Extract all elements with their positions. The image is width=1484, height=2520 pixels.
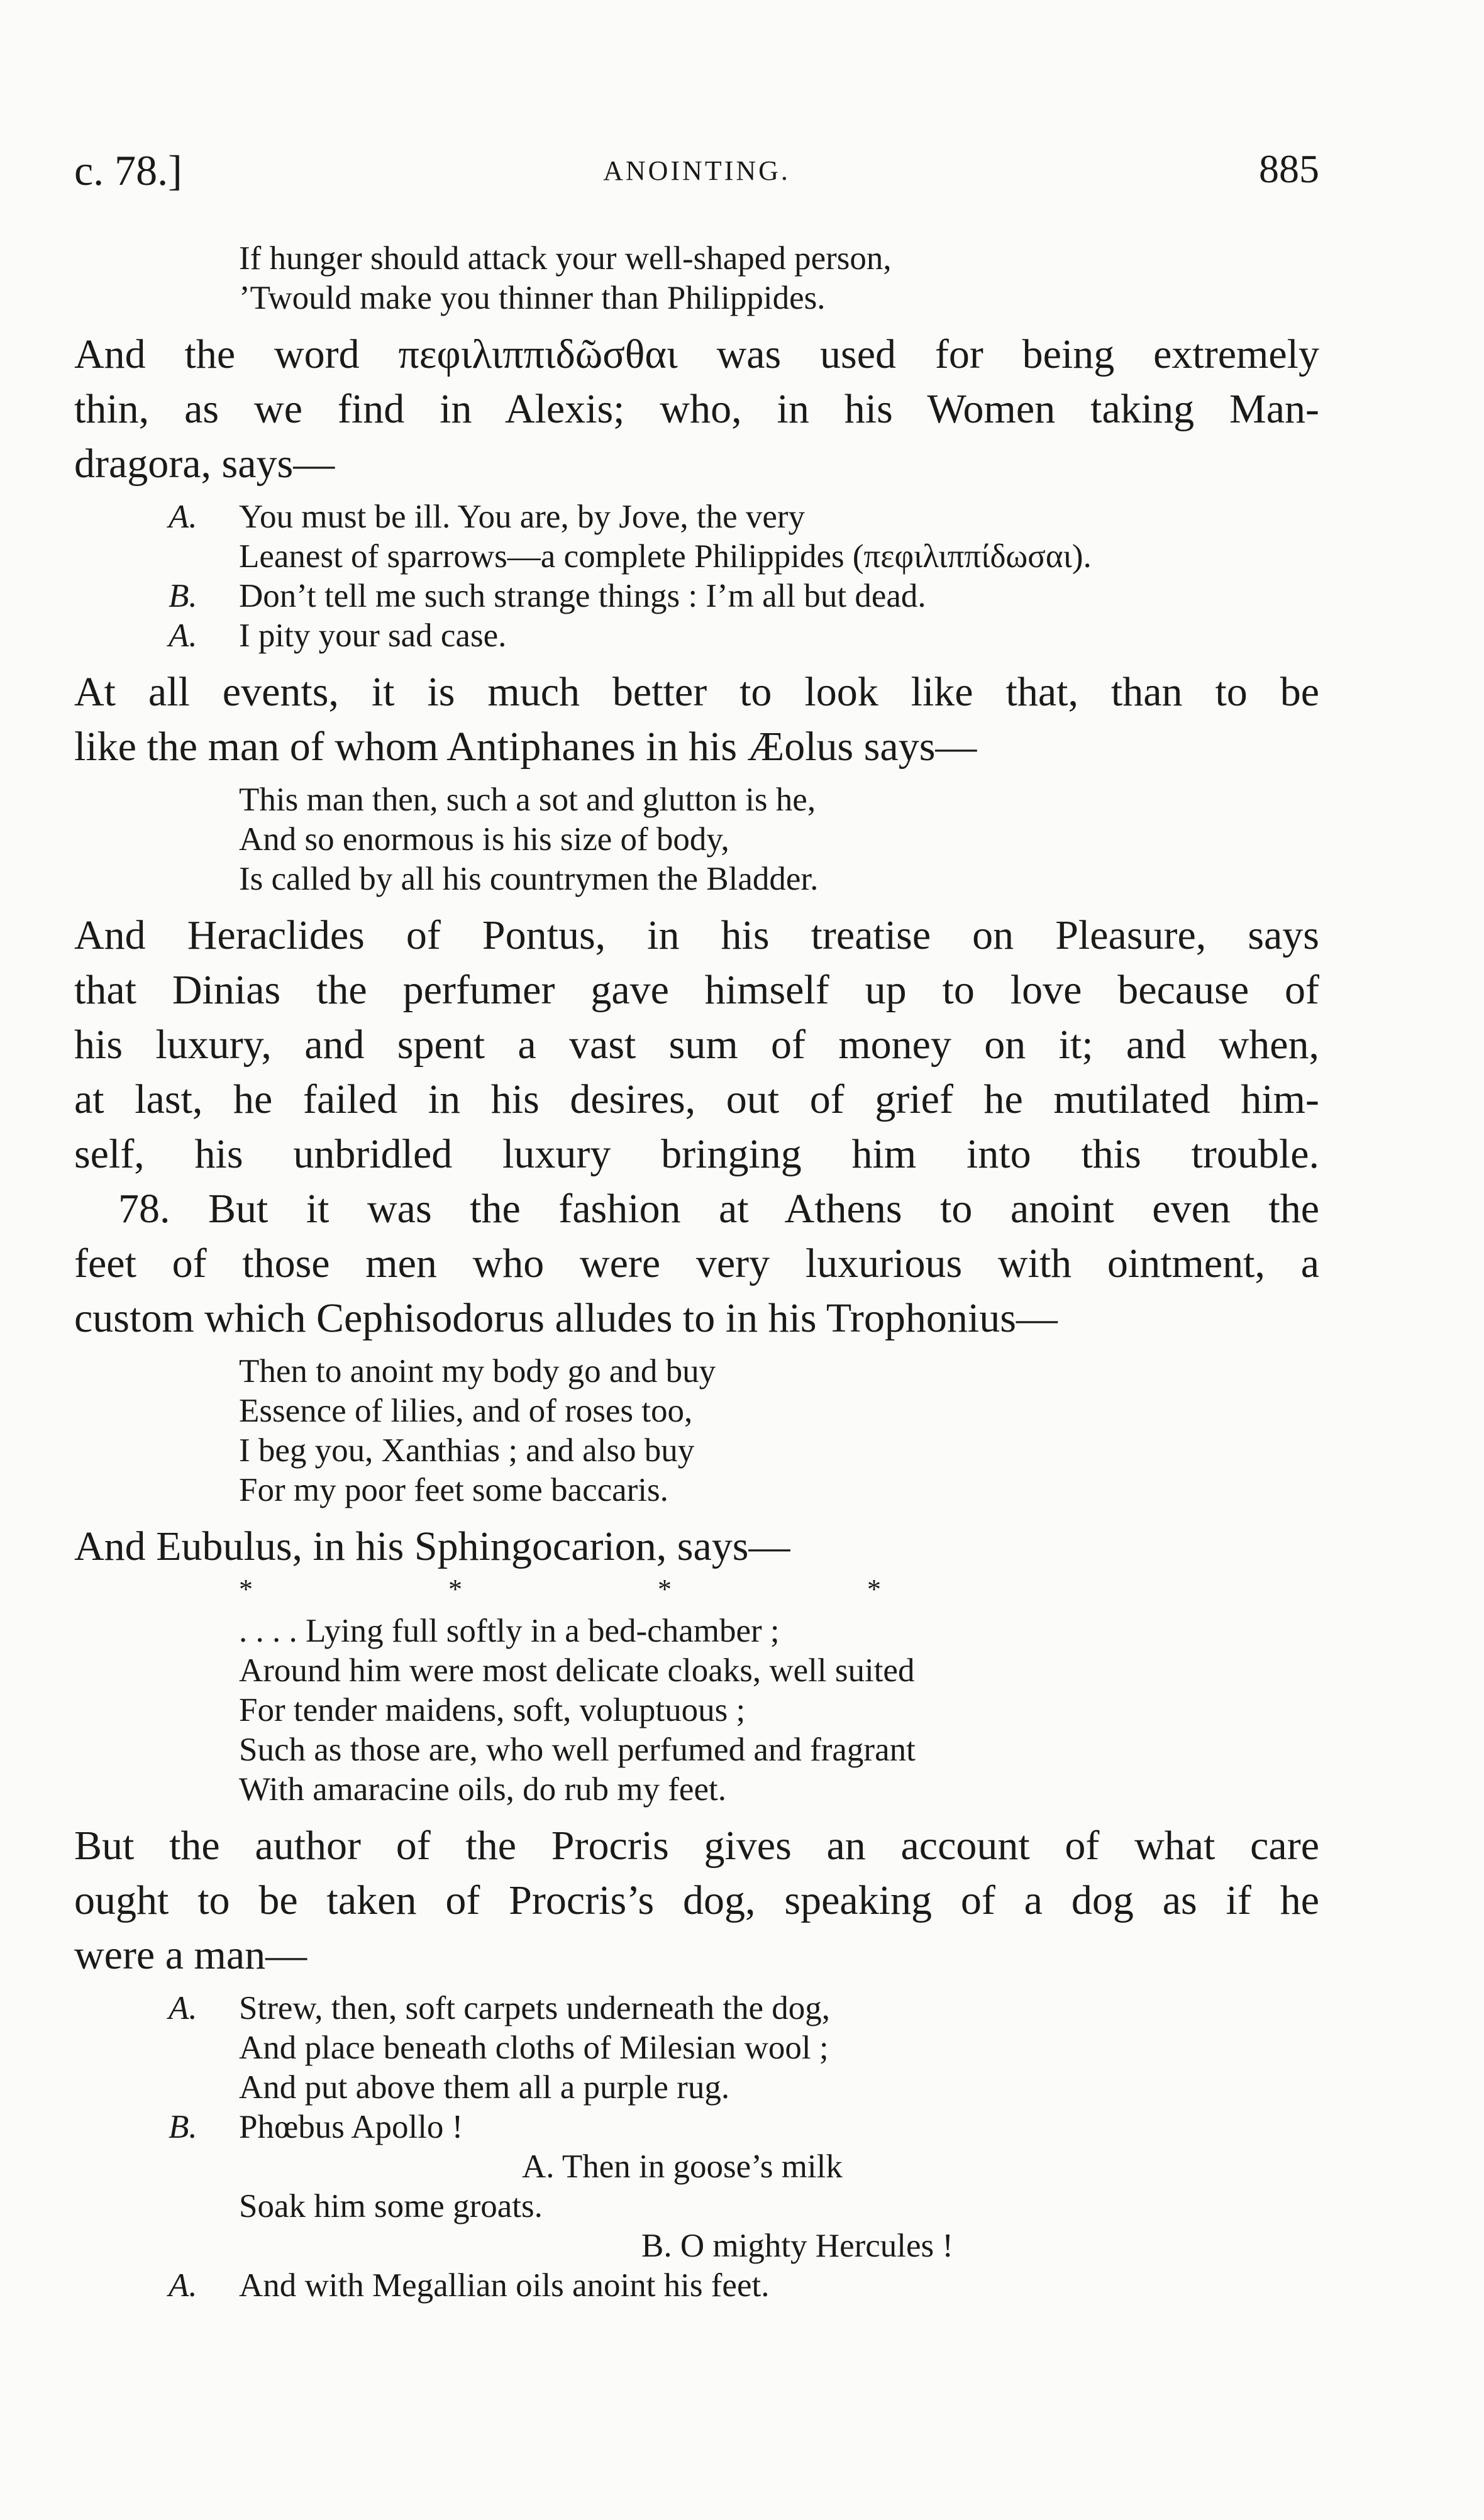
verse-line: [74, 820, 1319, 859]
verse-line: [74, 2028, 1319, 2068]
verse-text: If hunger should attack your well-shaped person,: [239, 240, 892, 277]
verse-text: This man then, such a sot and glutton is he,: [239, 782, 816, 818]
prose-paragraph: [74, 1519, 1319, 1574]
prose-paragraph: [74, 327, 1319, 491]
verse-line: [74, 497, 1319, 537]
verse-text: Then to anoint my body go and buy: [239, 1353, 716, 1390]
prose-line: And the word πεφιλιππιδῶσθαι was used for being extremely: [74, 331, 1319, 377]
verse-text: You must be ill. You are, by Jove, the very: [239, 499, 806, 535]
verse-text: ’Twould make you thinner than Philippides.: [239, 280, 826, 316]
verse-text: With amaracine oils, do rub my feet.: [239, 1771, 726, 1808]
verse-quotation: [74, 239, 1319, 318]
page-body: [74, 233, 1319, 2314]
prose-paragraph: [74, 1818, 1319, 1982]
verse-line: [74, 239, 1319, 279]
prose-line: his luxury, and spent a vast sum of money on it; and when,: [74, 1022, 1319, 1068]
verse-text: For my poor feet some baccaris.: [239, 1472, 668, 1508]
verse-line: [74, 2147, 1319, 2187]
prose-line: But the author of the Procris gives an account of what care: [74, 1823, 1319, 1869]
verse-line: [74, 537, 1319, 577]
verse-line: [74, 1611, 1319, 1651]
verse-text: And so enormous is his size of body,: [239, 821, 729, 858]
verse-quotation: [74, 1611, 1319, 1810]
prose-line: And Eubulus, in his Sphingocarion, says—: [74, 1523, 790, 1569]
verse-line: [74, 2226, 1319, 2266]
verse-quotation: [74, 1352, 1319, 1510]
prose-line: dragora, says—: [74, 441, 335, 487]
speaker-label: A.: [169, 617, 197, 654]
verse-line: [74, 2068, 1319, 2108]
verse-text: . . . . Lying full softly in a bed-chamber ;: [239, 1613, 780, 1649]
verse-line: [74, 1352, 1319, 1391]
verse-text: A. Then in goose’s milk: [522, 2148, 843, 2185]
verse-text: Phœbus Apollo !: [239, 2109, 463, 2145]
verse-line: [74, 577, 1319, 616]
verse-line: [74, 1989, 1319, 2028]
section-reference: c. 78.]: [74, 146, 182, 194]
prose-line: At all events, it is much better to look like that, than to be: [74, 669, 1319, 715]
prose-line: ought to be taken of Procris’s dog, speaking of a dog as if he: [74, 1877, 1319, 1923]
verse-line: [74, 1770, 1319, 1810]
verse-line: [74, 1691, 1319, 1730]
prose-line: feet of those men who were very luxurious with ointment, a: [74, 1241, 1319, 1286]
verse-text: Soak him some groats.: [239, 2188, 543, 2224]
speaker-label: A.: [169, 1990, 197, 2026]
verse-text: Is called by all his countrymen the Bladder.: [239, 861, 819, 897]
verse-text: Around him were most delicate cloaks, well suited: [239, 1652, 915, 1689]
verse-text: Such as those are, who well perfumed and fragrant: [239, 1732, 916, 1768]
verse-line: [74, 2187, 1319, 2226]
prose-line: custom which Cephisodorus alludes to in his Trophonius—: [74, 1295, 1058, 1341]
verse-line: [74, 2266, 1319, 2306]
verse-line: [74, 1471, 1319, 1510]
verse-quotation: [74, 1989, 1319, 2306]
speaker-label: B.: [169, 2109, 197, 2145]
verse-text: And with Megallian oils anoint his feet.: [239, 2267, 770, 2304]
prose-line: like the man of whom Antiphanes in his Æolus says—: [74, 724, 977, 770]
verse-text: Leanest of sparrows—a complete Philippides (πεφιλιππίδωσαι).: [239, 538, 1092, 575]
prose-paragraph: [74, 665, 1319, 774]
prose-line: thin, as we find in Alexis; who, in his Women taking Man-: [74, 386, 1319, 432]
prose-line: 78. But it was the fashion at Athens to anoint even the: [118, 1186, 1319, 1232]
verse-text: Don’t tell me such strange things : I’m all but dead.: [239, 578, 926, 614]
prose-line: at last, he failed in his desires, out of grief he mutilated him-: [74, 1076, 1319, 1122]
verse-text: Essence of lilies, and of roses too,: [239, 1393, 693, 1429]
verse-line: [74, 859, 1319, 899]
page-number: 885: [1259, 146, 1319, 191]
verse-quotation: [74, 780, 1319, 899]
prose-line: self, his unbridled luxury bringing him into this trouble.: [74, 1131, 1319, 1177]
verse-line: [74, 2108, 1319, 2147]
verse-line: [74, 1391, 1319, 1431]
prose-line: And Heraclides of Pontus, in his treatise on Pleasure, says: [74, 912, 1319, 958]
verse-text: Strew, then, soft carpets underneath the dog,: [239, 1990, 830, 2026]
verse-text: I pity your sad case.: [239, 617, 507, 654]
verse-line: [74, 1730, 1319, 1770]
verse-line: [74, 1651, 1319, 1691]
verse-text: And put above them all a purple rug.: [239, 2069, 730, 2106]
speaker-label: A.: [169, 2267, 197, 2304]
prose-line: that Dinias the perfumer gave himself up to love because of: [74, 967, 1319, 1013]
verse-line: [74, 279, 1319, 318]
verse-text: I beg you, Xanthias ; and also buy: [239, 1432, 695, 1469]
running-header: [74, 146, 1319, 196]
verse-text: For tender maidens, soft, voluptuous ;: [239, 1692, 746, 1728]
verse-text: And place beneath cloths of Milesian wool ;: [239, 2030, 829, 2066]
omission-asterisks: * * * *: [239, 1574, 975, 1605]
running-title: ANOINTING.: [603, 155, 790, 186]
verse-line: [74, 616, 1319, 656]
verse-quotation: [74, 497, 1319, 656]
speaker-label: B.: [169, 578, 197, 614]
prose-paragraph: [74, 908, 1319, 1346]
speaker-label: A.: [169, 499, 197, 535]
prose-line: were a man—: [74, 1932, 307, 1978]
verse-line: [74, 1431, 1319, 1471]
verse-line: [74, 780, 1319, 820]
verse-text: B. O mighty Hercules !: [641, 2228, 954, 2264]
